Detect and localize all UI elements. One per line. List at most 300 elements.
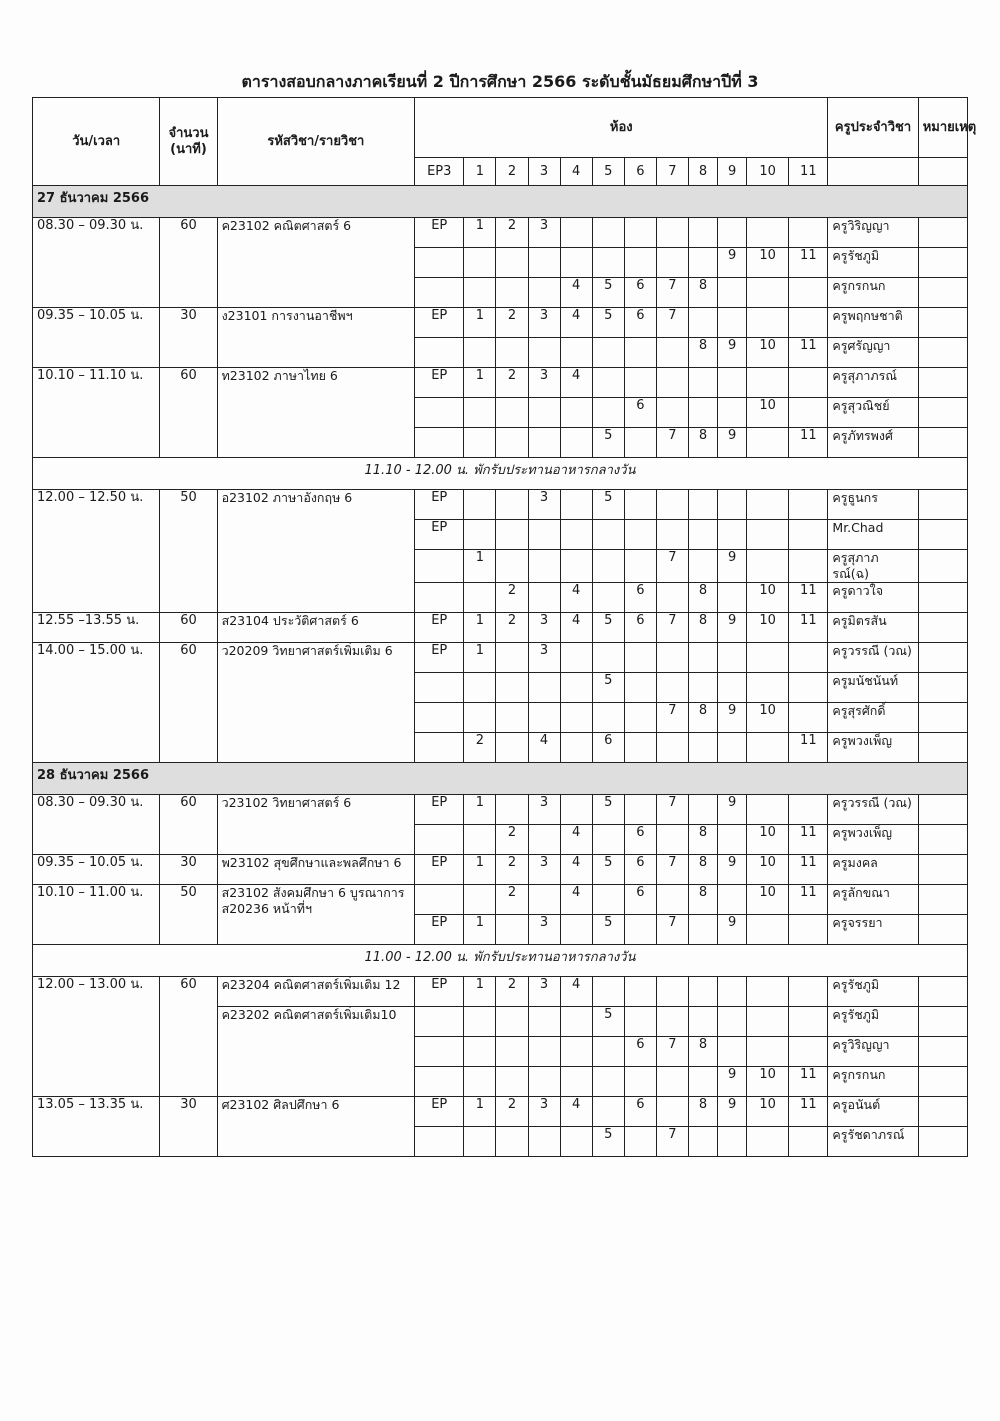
header-room-2: 2 — [496, 158, 528, 186]
room-cell — [747, 278, 789, 308]
remark-cell — [918, 550, 967, 583]
room-cell — [747, 733, 789, 763]
header-room-1: 1 — [464, 158, 496, 186]
room-cell: 7 — [656, 428, 688, 458]
room-cell: 4 — [560, 278, 592, 308]
room-cell: 1 — [464, 218, 496, 248]
exam-duration: 30 — [160, 308, 217, 368]
room-cell — [415, 885, 464, 915]
subject-name: ท23102 ภาษาไทย 6 — [217, 368, 415, 458]
room-cell — [528, 583, 560, 613]
room-cell — [747, 550, 789, 583]
room-cell — [624, 248, 656, 278]
room-cell — [789, 643, 828, 673]
teacher-name: ครูมงคล — [828, 855, 918, 885]
room-cell: EP — [415, 218, 464, 248]
table-row — [33, 977, 968, 1007]
room-cell: 9 — [718, 613, 747, 643]
room-cell — [560, 703, 592, 733]
exam-duration: 60 — [160, 218, 217, 308]
room-cell — [624, 550, 656, 583]
remark-cell — [918, 248, 967, 278]
date-row — [33, 763, 968, 795]
room-cell — [528, 1127, 560, 1157]
room-cell — [496, 915, 528, 945]
room-cell — [624, 643, 656, 673]
subject-name: ส23104 ประวัติศาสตร์ 6 — [217, 613, 415, 643]
room-cell: 3 — [528, 308, 560, 338]
teacher-name: ครูสุภาภรณ์ — [828, 368, 918, 398]
room-cell: 4 — [560, 885, 592, 915]
room-cell — [688, 733, 717, 763]
room-cell: 3 — [528, 490, 560, 520]
room-cell — [747, 308, 789, 338]
teacher-name: ครูสุรศักดิ์ — [828, 703, 918, 733]
date-label: 28 ธันวาคม 2566 — [33, 763, 968, 795]
room-cell: 2 — [496, 308, 528, 338]
room-cell — [718, 1037, 747, 1067]
table-row — [33, 218, 968, 248]
table-row — [33, 613, 968, 643]
room-cell: 8 — [688, 703, 717, 733]
exam-duration: 60 — [160, 368, 217, 458]
teacher-name: ครูวรรณี (วณ) — [828, 795, 918, 825]
room-cell — [464, 703, 496, 733]
room-cell: 7 — [656, 550, 688, 583]
room-cell: 2 — [496, 613, 528, 643]
room-cell: 10 — [747, 885, 789, 915]
header-room-6: 6 — [624, 158, 656, 186]
room-cell: 3 — [528, 613, 560, 643]
exam-duration: 60 — [160, 977, 217, 1097]
room-cell: 10 — [747, 248, 789, 278]
room-cell — [496, 338, 528, 368]
remark-cell — [918, 795, 967, 825]
room-cell — [688, 308, 717, 338]
room-cell — [718, 643, 747, 673]
room-cell: 11 — [789, 248, 828, 278]
room-cell: 3 — [528, 1097, 560, 1127]
room-cell: 2 — [464, 733, 496, 763]
room-cell — [592, 550, 624, 583]
room-cell: 4 — [560, 977, 592, 1007]
room-cell: 6 — [624, 398, 656, 428]
remark-cell — [918, 825, 967, 855]
room-cell: 11 — [789, 855, 828, 885]
room-cell — [592, 583, 624, 613]
teacher-name: Mr.Chad — [828, 520, 918, 550]
room-cell — [624, 733, 656, 763]
room-cell: EP — [415, 643, 464, 673]
room-cell — [718, 308, 747, 338]
table-row — [33, 643, 968, 673]
remark-cell — [918, 490, 967, 520]
room-cell — [464, 1127, 496, 1157]
room-cell: 6 — [592, 733, 624, 763]
remark-cell — [918, 583, 967, 613]
room-cell — [415, 1007, 464, 1037]
room-cell — [464, 1067, 496, 1097]
subject-name: ง23101 การงานอาชีพฯ — [217, 308, 415, 368]
room-cell — [656, 338, 688, 368]
room-cell — [560, 1127, 592, 1157]
remark-cell — [918, 1127, 967, 1157]
remark-cell — [918, 915, 967, 945]
room-cell — [789, 673, 828, 703]
room-cell: EP — [415, 308, 464, 338]
teacher-name: ครูธูนกร — [828, 490, 918, 520]
room-cell: 1 — [464, 1097, 496, 1127]
room-cell — [624, 428, 656, 458]
room-cell: 11 — [789, 825, 828, 855]
room-cell — [789, 398, 828, 428]
room-cell — [528, 278, 560, 308]
exam-time: 12.00 – 13.00 น. — [33, 977, 160, 1097]
room-cell — [415, 673, 464, 703]
exam-duration: 60 — [160, 795, 217, 855]
room-cell — [415, 1067, 464, 1097]
date-label: 27 ธันวาคม 2566 — [33, 186, 968, 218]
room-cell: 9 — [718, 855, 747, 885]
room-cell: 10 — [747, 825, 789, 855]
room-cell — [560, 550, 592, 583]
room-cell — [624, 795, 656, 825]
room-cell — [789, 490, 828, 520]
room-cell: 4 — [528, 733, 560, 763]
room-cell — [656, 825, 688, 855]
room-cell — [688, 1067, 717, 1097]
exam-duration: 50 — [160, 885, 217, 945]
room-cell: 8 — [688, 1097, 717, 1127]
room-cell: 3 — [528, 643, 560, 673]
exam-time: 12.00 – 12.50 น. — [33, 490, 160, 613]
room-cell: 7 — [656, 278, 688, 308]
header-room-10: 10 — [747, 158, 789, 186]
room-cell — [415, 825, 464, 855]
room-cell — [688, 1127, 717, 1157]
room-cell: 8 — [688, 1037, 717, 1067]
room-cell — [528, 1007, 560, 1037]
room-cell: 3 — [528, 855, 560, 885]
remark-cell — [918, 977, 967, 1007]
room-cell — [528, 428, 560, 458]
remark-cell — [918, 218, 967, 248]
room-cell: EP — [415, 977, 464, 1007]
room-cell — [592, 1097, 624, 1127]
room-cell — [592, 248, 624, 278]
room-cell: 4 — [560, 1097, 592, 1127]
room-cell — [560, 248, 592, 278]
teacher-name: ครูรัชภูมิ — [828, 977, 918, 1007]
room-cell: EP — [415, 613, 464, 643]
room-cell: 6 — [624, 825, 656, 855]
header-teacher-blank — [828, 158, 918, 186]
room-cell — [496, 1007, 528, 1037]
room-cell — [592, 1067, 624, 1097]
room-cell — [560, 490, 592, 520]
exam-duration: 30 — [160, 855, 217, 885]
room-cell — [718, 583, 747, 613]
room-cell — [528, 248, 560, 278]
room-cell — [528, 1037, 560, 1067]
header-remark: หมายเหตุ — [918, 98, 967, 158]
room-cell — [718, 977, 747, 1007]
room-cell — [747, 1037, 789, 1067]
remark-cell — [918, 1067, 967, 1097]
exam-duration: 30 — [160, 1097, 217, 1157]
room-cell — [688, 795, 717, 825]
room-cell — [656, 885, 688, 915]
exam-time: 10.10 – 11.00 น. — [33, 885, 160, 945]
room-cell — [656, 733, 688, 763]
room-cell — [789, 368, 828, 398]
room-cell: 9 — [718, 1097, 747, 1127]
room-cell — [688, 398, 717, 428]
room-cell — [415, 338, 464, 368]
table-row — [33, 885, 968, 915]
room-cell: 10 — [747, 613, 789, 643]
subject-name: พ23102 สุขศึกษาและพลศึกษา 6 — [217, 855, 415, 885]
room-cell — [747, 795, 789, 825]
remark-cell — [918, 1007, 967, 1037]
remark-cell — [918, 703, 967, 733]
room-cell: 4 — [560, 583, 592, 613]
room-cell — [464, 490, 496, 520]
room-cell: 11 — [789, 583, 828, 613]
room-cell — [560, 338, 592, 368]
room-cell — [415, 733, 464, 763]
room-cell — [624, 520, 656, 550]
room-cell: 11 — [789, 613, 828, 643]
room-cell — [789, 278, 828, 308]
room-cell — [789, 1037, 828, 1067]
room-cell: 5 — [592, 795, 624, 825]
room-cell: 5 — [592, 490, 624, 520]
room-cell: 1 — [464, 915, 496, 945]
room-cell — [656, 248, 688, 278]
room-cell: EP — [415, 795, 464, 825]
room-cell — [718, 1007, 747, 1037]
room-cell — [496, 1127, 528, 1157]
room-cell — [624, 1007, 656, 1037]
subject-name: อ23102 ภาษาอังกฤษ 6 — [217, 490, 415, 613]
room-cell — [560, 733, 592, 763]
room-cell — [747, 1127, 789, 1157]
room-cell: 7 — [656, 855, 688, 885]
room-cell: 4 — [560, 855, 592, 885]
room-cell — [415, 1037, 464, 1067]
room-cell: 3 — [528, 915, 560, 945]
room-cell: 1 — [464, 550, 496, 583]
room-cell: 9 — [718, 915, 747, 945]
room-cell: 9 — [718, 795, 747, 825]
room-cell — [496, 643, 528, 673]
room-cell — [718, 490, 747, 520]
remark-cell — [918, 855, 967, 885]
room-cell: 5 — [592, 428, 624, 458]
room-cell — [656, 398, 688, 428]
room-cell — [528, 520, 560, 550]
teacher-name: ครูพวงเพ็ญ — [828, 825, 918, 855]
room-cell — [528, 1067, 560, 1097]
room-cell — [624, 368, 656, 398]
room-cell: 8 — [688, 825, 717, 855]
room-cell — [592, 885, 624, 915]
header-teacher: ครูประจำวิชา — [828, 98, 918, 158]
room-cell — [464, 428, 496, 458]
room-cell — [464, 338, 496, 368]
room-cell: 10 — [747, 398, 789, 428]
room-cell: 3 — [528, 977, 560, 1007]
room-cell — [688, 673, 717, 703]
room-cell — [496, 398, 528, 428]
lunch-break-row — [33, 458, 968, 490]
header-room-4: 4 — [560, 158, 592, 186]
room-cell — [415, 278, 464, 308]
room-cell: 10 — [747, 855, 789, 885]
room-cell: 6 — [624, 885, 656, 915]
teacher-name: ครูพวงเพ็ญ — [828, 733, 918, 763]
room-cell — [464, 885, 496, 915]
room-cell — [624, 703, 656, 733]
header-datetime: วัน/เวลา — [33, 98, 160, 186]
room-cell — [718, 825, 747, 855]
subject-name: ค23202 คณิตศาสตร์เพิ่มเติม10 — [217, 1007, 415, 1097]
room-cell — [656, 490, 688, 520]
header-room-8: 8 — [688, 158, 717, 186]
room-cell — [789, 977, 828, 1007]
room-cell — [688, 368, 717, 398]
remark-cell — [918, 1037, 967, 1067]
room-cell — [528, 338, 560, 368]
room-cell: 5 — [592, 1127, 624, 1157]
room-cell: 1 — [464, 643, 496, 673]
room-cell — [656, 673, 688, 703]
room-cell — [789, 1007, 828, 1037]
room-cell — [528, 825, 560, 855]
room-cell: 6 — [624, 855, 656, 885]
room-cell — [789, 520, 828, 550]
room-cell — [718, 368, 747, 398]
room-cell: 10 — [747, 583, 789, 613]
room-cell: 1 — [464, 977, 496, 1007]
remark-cell — [918, 673, 967, 703]
room-cell — [718, 218, 747, 248]
remark-cell — [918, 885, 967, 915]
room-cell — [688, 218, 717, 248]
break-label: 11.00 - 12.00 น. พักรับประทานอาหารกลางวัน — [33, 945, 968, 977]
room-cell: EP — [415, 368, 464, 398]
room-cell — [624, 218, 656, 248]
room-cell — [656, 368, 688, 398]
room-cell — [560, 428, 592, 458]
header-room-9: 9 — [718, 158, 747, 186]
exam-time: 14.00 – 15.00 น. — [33, 643, 160, 763]
room-cell — [415, 428, 464, 458]
room-cell: 3 — [528, 218, 560, 248]
room-cell — [592, 977, 624, 1007]
table-row — [33, 368, 968, 398]
subject-name: ว23102 วิทยาศาสตร์ 6 — [217, 795, 415, 855]
exam-time: 13.05 – 13.35 น. — [33, 1097, 160, 1157]
room-cell — [747, 218, 789, 248]
room-cell: 7 — [656, 308, 688, 338]
room-cell — [656, 218, 688, 248]
room-cell: EP — [415, 1097, 464, 1127]
room-cell — [624, 915, 656, 945]
room-cell — [528, 673, 560, 703]
remark-cell — [918, 520, 967, 550]
room-cell — [528, 398, 560, 428]
room-cell — [496, 1067, 528, 1097]
room-cell — [718, 673, 747, 703]
room-cell — [415, 398, 464, 428]
room-cell — [464, 1037, 496, 1067]
room-cell — [592, 703, 624, 733]
room-cell — [560, 673, 592, 703]
header-room-5: 5 — [592, 158, 624, 186]
room-cell — [624, 1067, 656, 1097]
room-cell — [656, 1007, 688, 1037]
header-room-7: 7 — [656, 158, 688, 186]
room-cell — [688, 1007, 717, 1037]
header-room-ep3: EP3 — [415, 158, 464, 186]
remark-cell — [918, 338, 967, 368]
date-row — [33, 186, 968, 218]
table-row — [33, 855, 968, 885]
room-cell — [747, 643, 789, 673]
room-cell — [656, 1067, 688, 1097]
room-cell — [688, 490, 717, 520]
room-cell: 6 — [624, 278, 656, 308]
teacher-name: ครูวิริญญา — [828, 1037, 918, 1067]
room-cell — [747, 915, 789, 945]
room-cell — [560, 643, 592, 673]
room-cell — [747, 977, 789, 1007]
room-cell — [789, 218, 828, 248]
room-cell: EP — [415, 855, 464, 885]
room-cell: 5 — [592, 673, 624, 703]
room-cell: 1 — [464, 308, 496, 338]
room-cell — [789, 550, 828, 583]
room-cell — [464, 520, 496, 550]
table-row — [33, 308, 968, 338]
teacher-name: ครูศรัญญา — [828, 338, 918, 368]
room-cell — [560, 1067, 592, 1097]
room-cell: 6 — [624, 583, 656, 613]
room-cell — [415, 1127, 464, 1157]
teacher-name: ครูรัชภูมิ — [828, 248, 918, 278]
room-cell — [496, 673, 528, 703]
room-cell: EP — [415, 520, 464, 550]
room-cell — [496, 490, 528, 520]
room-cell — [688, 977, 717, 1007]
room-cell: 3 — [528, 795, 560, 825]
room-cell — [747, 428, 789, 458]
room-cell — [789, 915, 828, 945]
room-cell: 11 — [789, 428, 828, 458]
teacher-name: ครูรัชดาภรณ์ — [828, 1127, 918, 1157]
room-cell — [656, 977, 688, 1007]
room-cell — [415, 703, 464, 733]
table-row — [33, 1097, 968, 1127]
remark-cell — [918, 368, 967, 398]
room-cell: 11 — [789, 885, 828, 915]
remark-cell — [918, 613, 967, 643]
room-cell — [718, 1127, 747, 1157]
room-cell — [718, 278, 747, 308]
teacher-name: ครูวรรณี (วณ) — [828, 643, 918, 673]
